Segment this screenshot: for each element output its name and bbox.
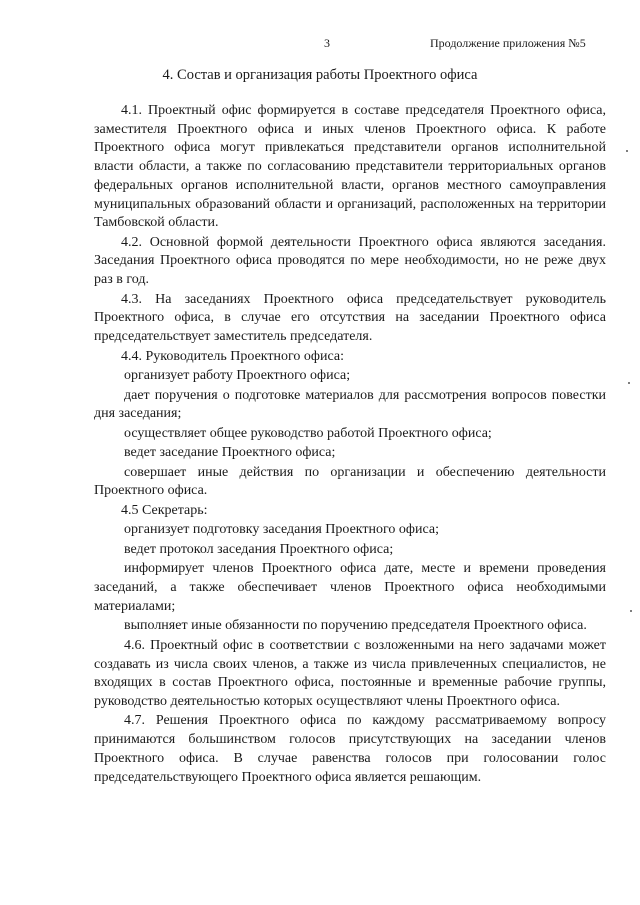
- page-header: [0, 36, 640, 56]
- list-item: организует подготовку заседания Проектного офиса;: [124, 522, 439, 538]
- section-title: 4. Состав и организация работы Проектного офиса: [162, 67, 478, 83]
- list-item: организует работу Проектного офиса;: [124, 368, 351, 384]
- paragraph-4-7: 4.7. Решения Проектного офиса по каждому рассматриваемому вопросу принимаются большинством голосов присутствующих на заседании членов Проектного офиса. В случае равенства голосов при голосовании голос председательствующего Проектного офиса является решающим.: [94, 713, 606, 785]
- paragraph-4-5-heading: 4.5 Секретарь:: [121, 502, 208, 518]
- list-item: совершает иные действия по организации и обеспечению деятельности Проектного офиса.: [94, 464, 606, 499]
- scan-speck: [630, 610, 632, 612]
- scan-speck: [628, 382, 630, 384]
- list-item: дает поручения о подготовке материалов для рассмотрения вопросов повестки дня заседания;: [94, 387, 606, 422]
- paragraph-4-1: 4.1. Проектный офис формируется в составе председателя Проектного офиса, заместителя Проектного офиса и иных членов Проектного офиса. К работе Проектного офиса могут привлекаться представители органов исполнительной власти области, а также по согласованию представители территориальных органов федеральных органов исполнительной власти, органов местного самоуправления муниципальных образований области и организаций, расположенных на территории Тамбовской области.: [94, 103, 606, 231]
- scan-speck: [626, 150, 628, 152]
- list-item: ведет заседание Проектного офиса;: [124, 445, 336, 461]
- page-number: 3: [324, 36, 330, 50]
- appendix-label: Продолжение приложения №5: [430, 36, 586, 50]
- list-item: ведет протокол заседания Проектного офиса;: [124, 541, 394, 557]
- list-item: выполняет иные обязанности по поручению председателя Проектного офиса.: [124, 618, 587, 634]
- document-body: [94, 102, 606, 787]
- paragraph-4-2: 4.2. Основной формой деятельности Проектного офиса являются заседания. Заседания Проектного офиса проводятся по мере необходимости, но не реже двух раз в год.: [94, 234, 606, 288]
- list-item: осуществляет общее руководство работой Проектного офиса;: [124, 425, 492, 441]
- list-item: информирует членов Проектного офиса дате, месте и времени проведения заседаний, а также обеспечивает членов Проектного офиса необходимыми материалами;: [94, 561, 606, 614]
- paragraph-4-6: 4.6. Проектный офис в соответствии с возложенными на него задачами может создавать из числа своих членов, а также из числа привлеченных специалистов, не входящих в состав Проектного офиса, постоянные и временные рабочие группы, руководство деятельностью которых осуществляют члены Проектного офиса.: [94, 637, 606, 709]
- paragraph-4-4-heading: 4.4. Руководитель Проектного офиса:: [121, 348, 344, 364]
- paragraph-4-3: 4.3. На заседаниях Проектного офиса председательствует руководитель Проектного офиса, в случае его отсутствия на заседании Проектного офиса председательствует заместитель председателя.: [94, 291, 606, 345]
